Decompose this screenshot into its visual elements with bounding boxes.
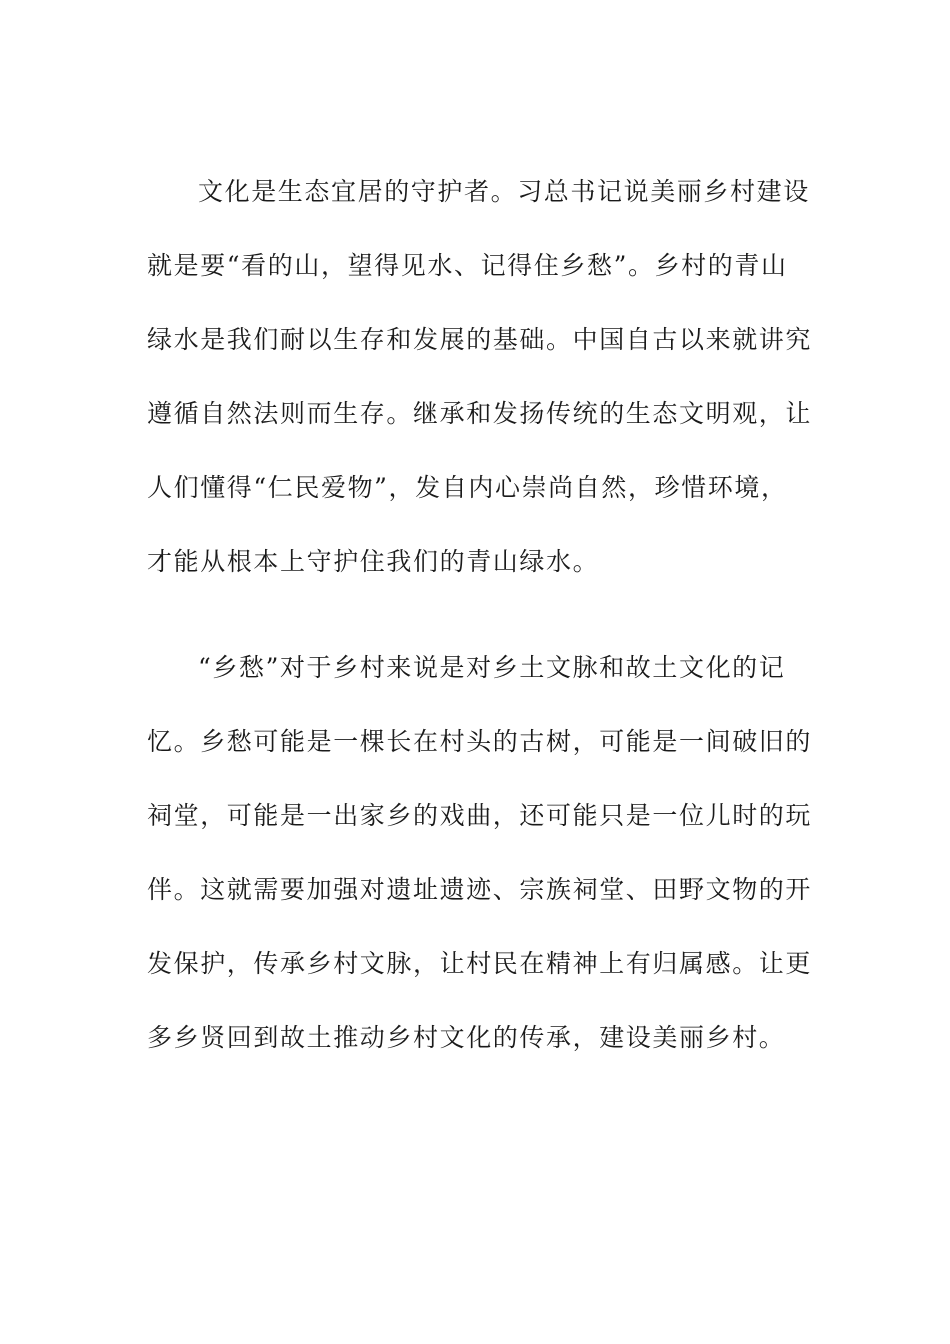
paragraph-line: 发保护，传承乡村文脉，让村民在精神上有归属感。让更	[147, 949, 813, 978]
paragraph-line: 才能从根本上守护住我们的青山绿水。	[147, 547, 600, 576]
paragraph-line: 祠堂，可能是一出家乡的戏曲，还可能只是一位儿时的玩	[147, 801, 813, 830]
paragraph-line: 人们懂得“仁民爱物”，发自内心崇尚自然，珍惜环境，	[147, 473, 788, 502]
paragraph-nostalgia	[147, 653, 813, 1099]
paragraph-line: 就是要“看的山，望得见水、记得住乡愁”。乡村的青山	[147, 251, 788, 280]
paragraph-line: 文化是生态宜居的守护者。习总书记说美丽乡村建设	[198, 177, 810, 206]
paragraph-line: 遵循自然法则而生存。继承和发扬传统的生态文明观，让	[147, 399, 813, 428]
paragraph-line: “乡愁”对于乡村来说是对乡土文脉和故土文化的记	[198, 653, 786, 682]
paragraph-line: 多乡贤回到故土推动乡村文化的传承，建设美丽乡村。	[147, 1023, 786, 1052]
paragraph-line: 忆。乡愁可能是一棵长在村头的古树，可能是一间破旧的	[147, 727, 813, 756]
paragraph-culture-guardian	[147, 177, 813, 623]
paragraph-line: 伴。这就需要加强对遗址遗迹、宗族祠堂、田野文物的开	[147, 875, 813, 904]
paragraph-line: 绿水是我们耐以生存和发展的基础。中国自古以来就讲究	[147, 325, 813, 354]
